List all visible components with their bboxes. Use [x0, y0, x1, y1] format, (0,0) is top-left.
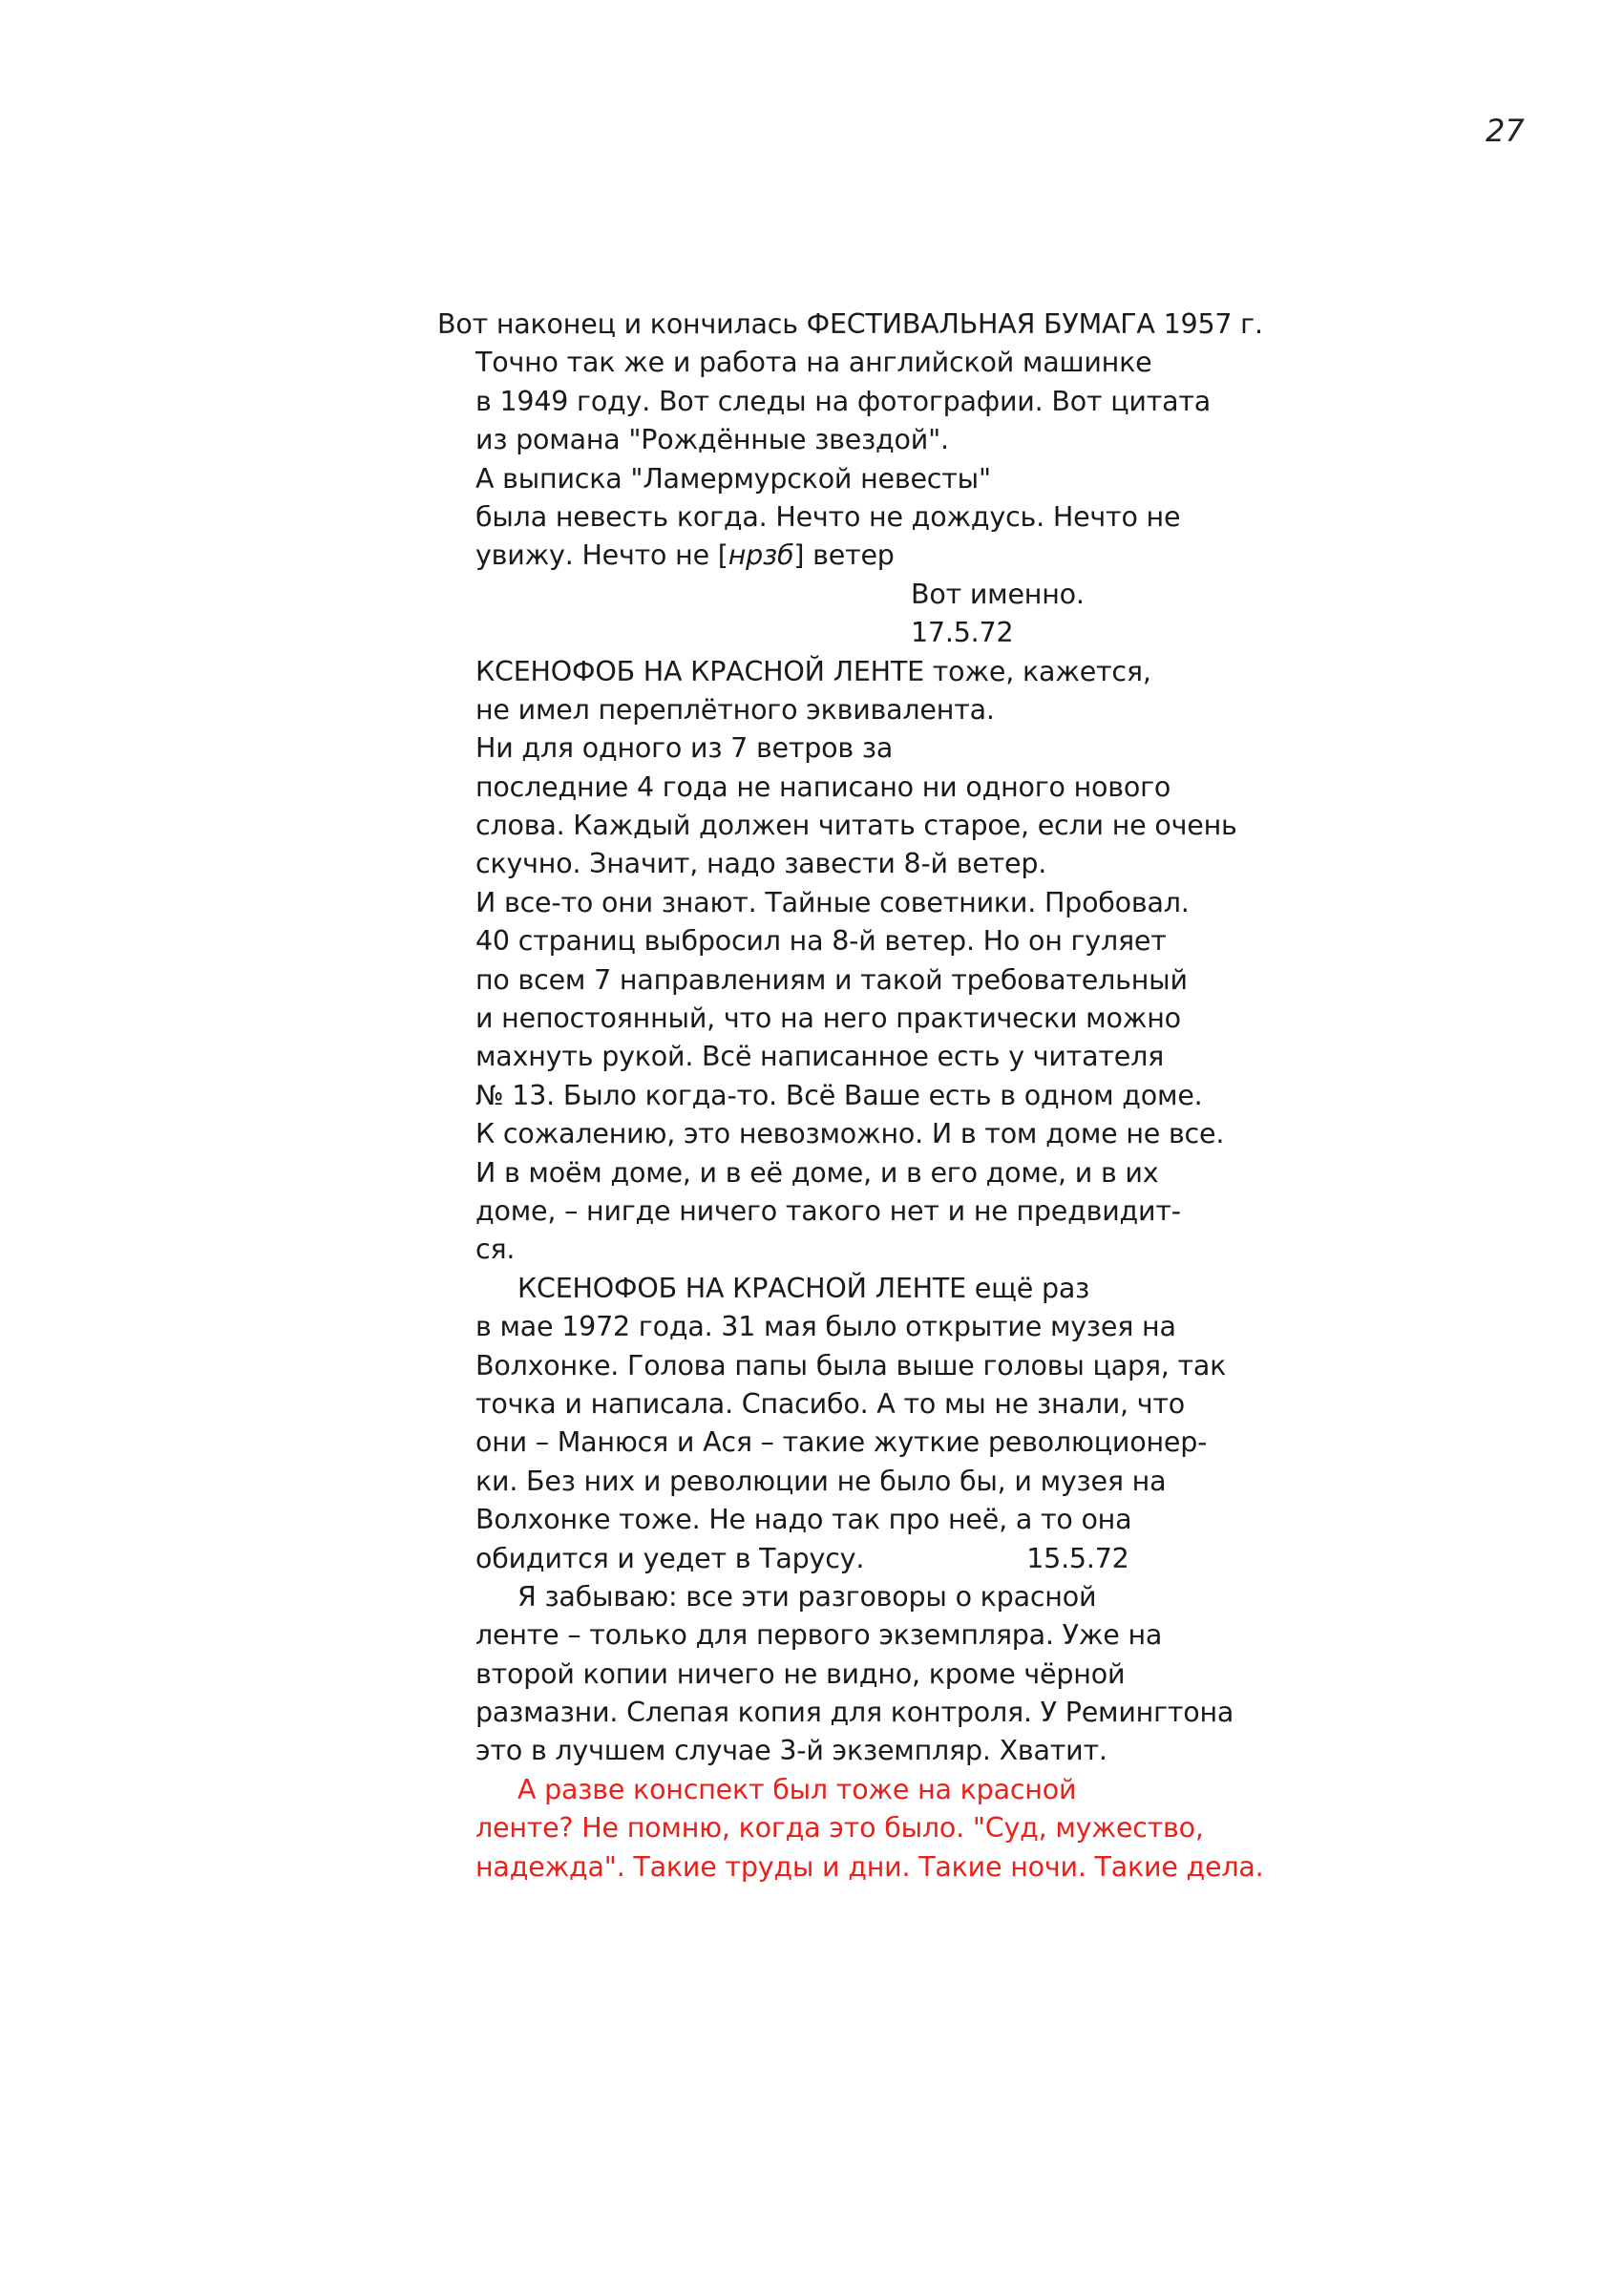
text-line: последние 4 года не написано ни одного нового — [475, 770, 1171, 803]
text-line: 40 страниц выбросил на 8-й ветер. Но он гуляет — [475, 925, 1167, 958]
text-line: Волхонке тоже. Не надо так про неё, а то она — [475, 1504, 1132, 1536]
text-line: ленте – только для первого экземпляра. Уже на — [475, 1619, 1163, 1652]
text-line: была невесть когда. Нечто не дождусь. Нечто не — [475, 500, 1181, 533]
text-line — [437, 1540, 1297, 1578]
text-line: скучно. Значит, надо завести 8-й ветер. — [475, 848, 1047, 880]
red-text-line: А разве конспект был тоже на красной — [517, 1773, 1077, 1805]
text-line: и непостоянный, что на него практически можно — [475, 1002, 1181, 1035]
red-text-line: надежда". Такие труды и дни. Такие ночи. Такие дела. — [475, 1850, 1264, 1883]
text-line: Вот наконец и кончилась ФЕСТИВАЛЬНАЯ БУМАГА 1957 г. — [437, 308, 1263, 340]
text-line: слова. Каждый должен читать старое, если не очень — [475, 810, 1237, 842]
text-line: в 1949 году. Вот следы на фотографии. Вот цитата — [475, 385, 1212, 417]
text-line: Точно так же и работа на английской машинке — [475, 347, 1152, 379]
text-line: № 13. Было когда-то. Всё Ваше есть в одном доме. — [475, 1079, 1203, 1111]
text-fragment: увижу. Нечто не [ — [475, 539, 728, 572]
text-line: точка и написала. Спасибо. А то мы не знали, что — [475, 1387, 1186, 1420]
text-line: КСЕНОФОБ НА КРАСНОЙ ЛЕНТЕ тоже, кажется, — [475, 655, 1151, 687]
text-line: махнуть рукой. Всё написанное есть у читателя — [475, 1041, 1165, 1073]
text-line: в мае 1972 года. 31 мая было открытие музея на — [475, 1311, 1176, 1343]
text-line: Волхонке. Голова папы была выше головы царя, так — [475, 1349, 1227, 1382]
text-fragment: обидится и уедет в Тарусу. — [475, 1542, 865, 1574]
text-line: по всем 7 направлениям и такой требовательный — [475, 963, 1188, 996]
text-line: И все-то они знают. Тайные советники. Пробовал. — [475, 886, 1190, 918]
text-line: доме, – нигде ничего такого нет и не предвидит- — [475, 1194, 1181, 1227]
date-line: 15.5.72 — [1026, 1542, 1129, 1574]
text-line: К сожалению, это невозможно. И в том доме не все. — [475, 1118, 1225, 1150]
text-line: не имел переплётного эквивалента. — [475, 693, 995, 726]
text-fragment: ] ветер — [793, 539, 895, 572]
text-line: второй копии ничего не видно, кроме чёрной — [475, 1657, 1126, 1690]
text-line — [437, 537, 1297, 575]
text-line: И в моём доме, и в её доме, и в его доме, и в их — [475, 1156, 1159, 1189]
text-line: А выписка "Ламермурской невесты" — [475, 462, 991, 495]
page-number: 27 — [1486, 113, 1525, 149]
date-line: 17.5.72 — [911, 617, 1014, 649]
text-line: КСЕНОФОБ НА КРАСНОЙ ЛЕНТЕ ещё раз — [517, 1272, 1090, 1304]
text-line: размазни. Слепая копия для контроля. У Ремингтона — [475, 1697, 1234, 1729]
text-line: они – Манюся и Ася – такие жуткие революционер- — [475, 1426, 1208, 1459]
text-line: ки. Без них и революции не было бы, и музея на — [475, 1465, 1167, 1497]
text-line: из романа "Рождённые звездой". — [475, 424, 949, 456]
illegible-mark: нрзб — [728, 539, 794, 572]
document-text — [437, 306, 1297, 1887]
text-line: Я забываю: все эти разговоры о красной — [517, 1580, 1097, 1613]
text-line: это в лучшем случае 3-й экземпляр. Хватит. — [475, 1735, 1107, 1767]
text-line: Ни для одного из 7 ветров за — [475, 732, 894, 765]
text-line: Вот именно. — [911, 578, 1085, 610]
red-text-line: ленте? Не помню, когда это было. "Суд, мужество, — [475, 1812, 1204, 1845]
text-line: ся. — [475, 1234, 516, 1266]
